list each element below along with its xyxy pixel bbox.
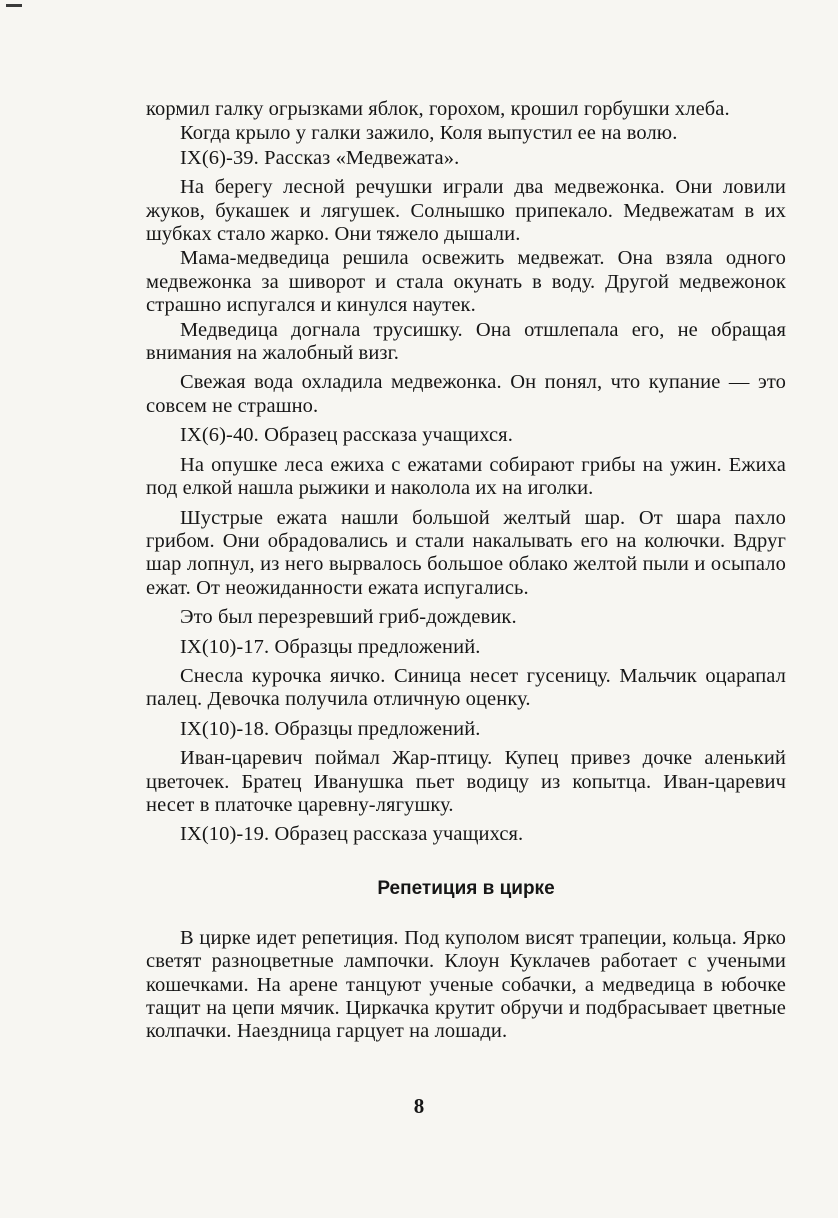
exercise-label: IX(6)-40. Образец рассказа учащихся. [180, 424, 513, 447]
page-number: 8 [413, 1094, 425, 1118]
paragraph: Медведица догнала трусишку. Она отшлепала его, не обращая внимания на жалобный визг. [146, 318, 786, 365]
exercise-label: IX(6)-39. Рассказ «Медвежата». [180, 146, 460, 169]
paragraph: Это был перезревший гриб-дождевик. [180, 606, 517, 629]
paragraph: Шустрые ежата нашли большой желтый шар. От шара пахло грибом. Они обрадовались и стали накалывать его на колючки. Вдруг шар лопнул, из него вырвалось большое облако желтой пыли и осыпало ежат. От неожиданности ежата испугались. [146, 506, 786, 599]
scan-corner-mark [6, 4, 22, 7]
page-body [146, 98, 786, 1044]
paragraph: На опушке леса ежиха с ежатами собирают грибы на ужин. Ежиха под елкой нашла рыжики и наколола их на иголки. [146, 453, 786, 500]
exercise-label: IX(10)-19. Образец рассказа учащихся. [180, 823, 524, 846]
section-heading: Репетиция в цирке [377, 877, 555, 899]
paragraph: кормил галку огрызками яблок, горохом, крошил горбушки хлеба. [146, 98, 730, 120]
paragraph: Мама-медведица решила освежить медвежат. Она взяла одного медвежонка за шиворот и стала окунать в воду. Другой медвежонок страшно испугался и кинулся наутек. [146, 247, 786, 317]
exercise-label: IX(10)-17. Образцы предложений. [180, 635, 481, 658]
paragraph: На берегу лесной речушки играли два медвежонка. Они ловили жуков, букашек и лягушек. Солнышко припекало. Медвежатам в их шубках стало жарко. Они тяжело дышали. [146, 176, 786, 246]
paragraph: Когда крыло у галки зажило, Коля выпустил ее на волю. [180, 122, 678, 145]
story-paragraph: В цирке идет репетиция. Под куполом висят трапеции, кольца. Ярко светят разноцветные лампочки. Клоун Куклачев работает с учеными кошечками. На арене танцуют ученые собачки, а медведица в юбочке тащит на цепи мячик. Циркачка крутит обручи и подбрасывает цветные колпачки. Наездница гарцует на лошади. [146, 926, 786, 1043]
paragraph: Снесла курочка яичко. Синица несет гусеницу. Мальчик оцарапал палец. Девочка получила отличную оценку. [146, 664, 786, 711]
exercise-label: IX(10)-18. Образцы предложений. [180, 717, 481, 740]
paragraph: Иван-царевич поймал Жар-птицу. Купец привез дочке аленький цветочек. Братец Иванушка пьет водицу из копытца. Иван-царевич несет в платочке царевну-лягушку. [146, 747, 786, 816]
paragraph: Свежая вода охладила медвежонка. Он понял, что купание — это совсем не страшно. [146, 371, 786, 417]
